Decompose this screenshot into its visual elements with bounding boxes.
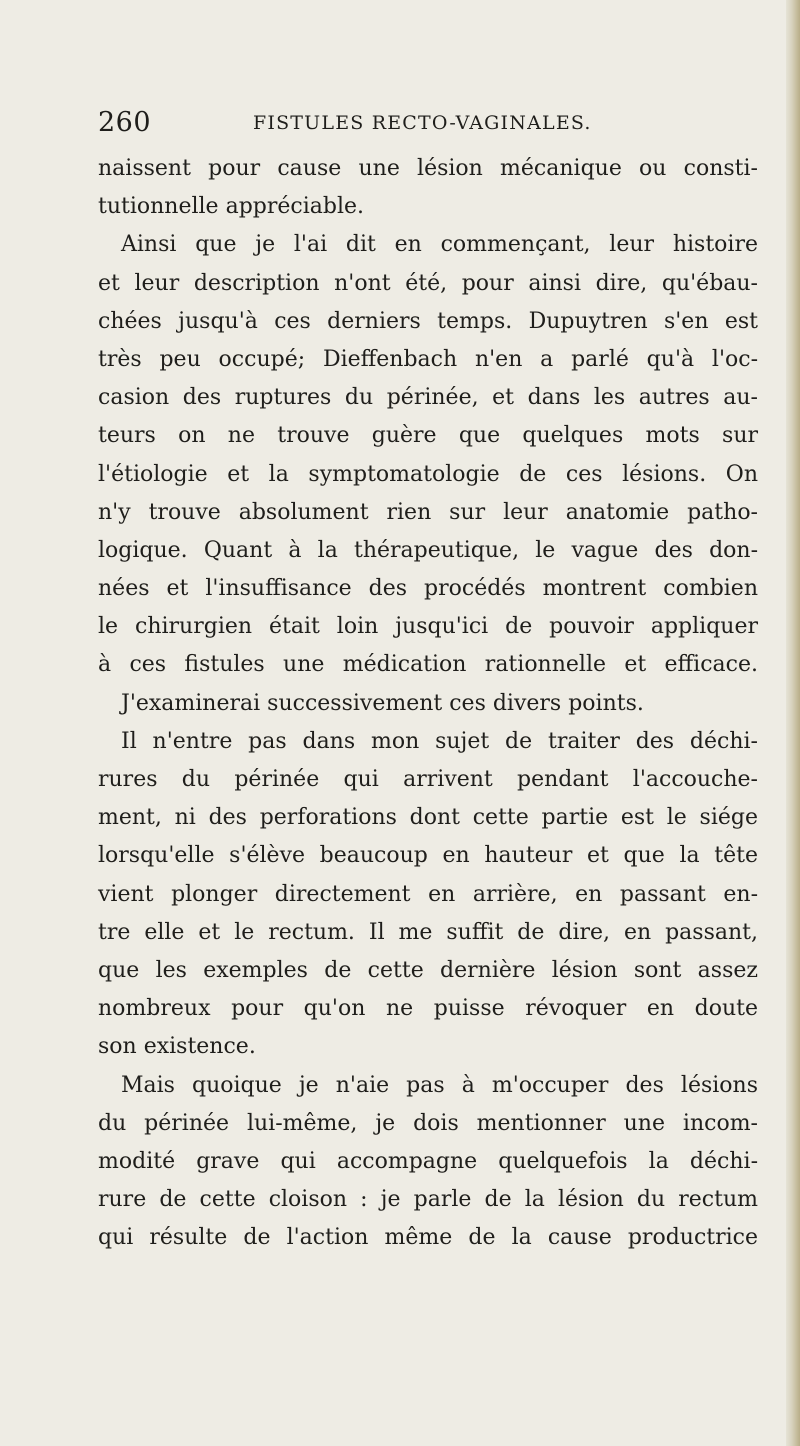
text-line: teurs on ne trouve guère que quelques mots sur: [98, 423, 758, 449]
text-line: tre elle et le rectum. Il me suffit de dire, en passant,: [98, 919, 758, 945]
text-line: tutionnelle appréciable.: [98, 194, 364, 220]
text-line: n'y trouve absolument rien sur leur anatomie patho-: [98, 499, 758, 525]
text-line: nées et l'insuffisance des procédés montrent combien: [98, 576, 758, 602]
text-line: Mais quoique je n'aie pas à m'occuper des lésions: [121, 1072, 758, 1098]
text-line: le chirurgien était loin jusqu'ici de pouvoir appliquer: [98, 614, 758, 640]
page-number: 260: [98, 107, 152, 138]
text-line: casion des ruptures du périnée, et dans les autres au-: [98, 385, 758, 411]
text-line: vient plonger directement en arrière, en passant en-: [98, 881, 758, 907]
text-line: lorsqu'elle s'élève beaucoup en hauteur et que la tête: [98, 843, 758, 869]
text-line: Ainsi que je l'ai dit en commençant, leur histoire: [121, 232, 758, 258]
text-line: logique. Quant à la thérapeutique, le vague des don-: [98, 537, 758, 563]
text-line: J'examinerai successivement ces divers points.: [121, 690, 644, 716]
text-line: chées jusqu'à ces derniers temps. Dupuytren s'en est: [98, 308, 758, 334]
text-line: ment, ni des perforations dont cette partie est le siége: [98, 805, 758, 831]
text-line: du périnée lui-même, je dois mentionner une incom-: [98, 1110, 758, 1136]
text-line: très peu occupé; Dieffenbach n'en a parlé qu'à l'oc-: [98, 346, 758, 372]
page-edge: [786, 0, 800, 1446]
text-line: modité grave qui accompagne quelquefois la déchi-: [98, 1148, 758, 1174]
text-line: rures du périnée qui arrivent pendant l'accouche-: [98, 767, 758, 792]
body-text: [98, 150, 758, 1257]
text-line: son existence.: [98, 1034, 256, 1060]
page-header: [98, 107, 698, 147]
text-line: qui résulte de l'action même de la cause productrice: [98, 1225, 758, 1251]
text-line: naissent pour cause une lésion mécanique ou consti-: [98, 156, 758, 181]
text-line: nombreux pour qu'on ne puisse révoquer en doute: [98, 996, 758, 1022]
text-line: que les exemples de cette dernière lésion sont assez: [98, 957, 758, 983]
text-line: rure de cette cloison : je parle de la lésion du rectum: [98, 1187, 758, 1213]
text-line: l'étiologie et la symptomatologie de ces lésions. On: [98, 461, 758, 487]
text-line: à ces fistules une médication rationnelle et efficace.: [98, 652, 758, 678]
text-line: et leur description n'ont été, pour ainsi dire, qu'ébau-: [98, 270, 758, 296]
running-title: FISTULES RECTO-VAGINALES.: [253, 112, 592, 134]
text-line: Il n'entre pas dans mon sujet de traiter des déchi-: [121, 728, 758, 754]
